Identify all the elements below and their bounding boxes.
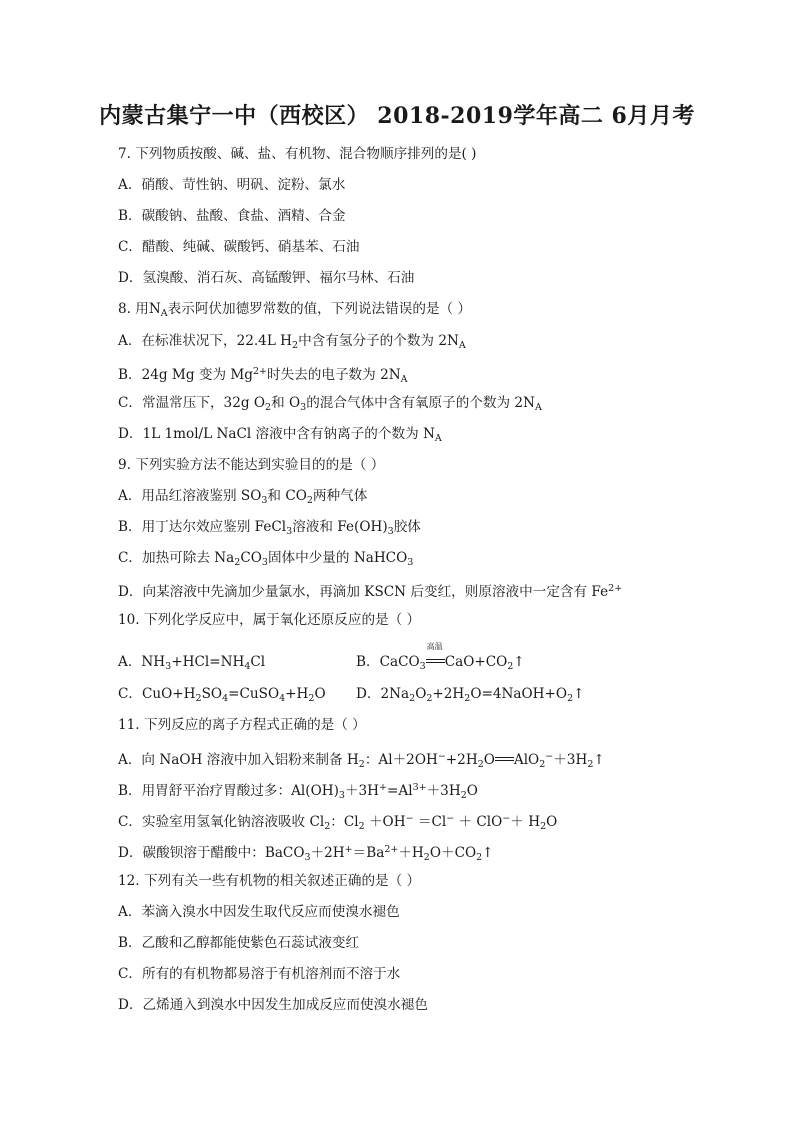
- q10-stem: 10. 下列化学反应中，属于氧化还原反应的是（ ）: [118, 612, 421, 628]
- reaction-condition: 高温: [426, 652, 445, 672]
- q10-option-b: B．CaCO$_3$ 高温 $CaO+CO_2↑$: [356, 642, 525, 672]
- equals-sign: [426, 659, 445, 663]
- q11-option-a: A．向 NaOH 溶液中加入铝粉来制备 $H_2$：$Al+2OH^-+2H_2O$ $AlO_2^-+3H_2↑$: [118, 751, 605, 770]
- q10-option-a: A．$NH_3+HCl=NH_4Cl$: [118, 654, 266, 672]
- q7-option-b: B．碳酸钠、盐酸、食盐、酒精、合金: [118, 208, 346, 224]
- q8-option-d: D．1L 1mol/L NaCl 溶液中含有钠离子的个数为 $N_A$: [118, 426, 442, 444]
- q9-option-a: A．用品红溶液鉴别 $SO_3$和 $CO_2$两种气体: [118, 488, 368, 506]
- q8-option-c: C．常温常压下，32g $O_2$和 $O_3$的混合气体中含有氧原子的个数为 $2N_A$: [118, 395, 542, 413]
- exam-title: 内蒙古集宁一中（西校区） 2018-2019学年高二 6月月考: [99, 103, 695, 129]
- q9-option-c: C．加热可除去 $Na_2CO_3$固体中少量的 NaHCO$_3$: [118, 550, 414, 568]
- q12-option-d: D．乙烯通入到溴水中因发生加成反应而使溴水褪色: [118, 997, 428, 1013]
- q10-option-d: D．$2Na_2O_2+2H_2O=4NaOH+O_2↑$: [356, 686, 585, 704]
- q8-option-a: A．在标准状况下，22.4L $H_2$中含有氢分子的个数为 $2N_A$: [118, 333, 466, 351]
- q9-stem: 9. 下列实验方法不能达到实验目的的是（ ）: [118, 457, 385, 473]
- q9-option-b: B．用丁达尔效应鉴别 FeCl$_3$溶液和 $Fe(OH)_3$胶体: [118, 519, 421, 537]
- q12-option-b: B．乙酸和乙醇都能使紫色石蕊试液变红: [118, 935, 360, 951]
- q8-option-b: B．24g Mg 变为 $Mg^{2+}$时失去的电子数为 $2N_A$: [118, 366, 408, 385]
- q12-stem: 12. 下列有关一些有机物的相关叙述正确的是（ ）: [118, 873, 421, 889]
- q7-stem: 7. 下列物质按酸、碱、盐、有机物、混合物顺序排列的是( ): [118, 146, 477, 162]
- q11-option-b: B．用胃舒平治疗胃酸过多：$Al(OH)_3+3H^+=Al^{3+}+3H_2O$: [118, 782, 478, 801]
- q9-option-d: D．向某溶液中先滴加少量氯水，再滴加 KSCN 后变红，则原溶液中一定含有 $Fe^{2+}$: [118, 583, 623, 600]
- q11-option-c: C．实验室用氢氧化钠溶液吸收 $Cl_2$：$Cl_2 +OH^- =Cl^- + ClO^-+ H_2O$: [118, 813, 558, 832]
- q8-stem: 8. 用$N_A$表示阿伏加德罗常数的值，下列说法错误的是（ ）: [118, 301, 472, 319]
- q7-option-c: C．醋酸、纯碱、碳酸钙、硝基苯、石油: [118, 239, 360, 255]
- q7-option-d: D．氢溴酸、消石灰、高锰酸钾、福尔马林、石油: [118, 270, 415, 286]
- equals-sign: [495, 757, 514, 761]
- q11-stem: 11. 下列反应的离子方程式正确的是（ ）: [118, 717, 366, 733]
- q7-option-a: A．硝酸、苛性钠、明矾、淀粉、氯水: [118, 177, 346, 193]
- q10-option-c: C．$CuO+H_2SO_4=CuSO_4+H_2O$: [118, 686, 326, 704]
- q11-option-d: D．碳酸钡溶于醋酸中：$BaCO_3+2H^+=Ba^{2+}+H_2O+CO_2↑$: [118, 844, 494, 863]
- q12-option-c: C．所有的有机物都易溶于有机溶剂而不溶于水: [118, 966, 401, 982]
- q12-option-a: A．苯滴入溴水中因发生取代反应而使溴水褪色: [118, 904, 400, 920]
